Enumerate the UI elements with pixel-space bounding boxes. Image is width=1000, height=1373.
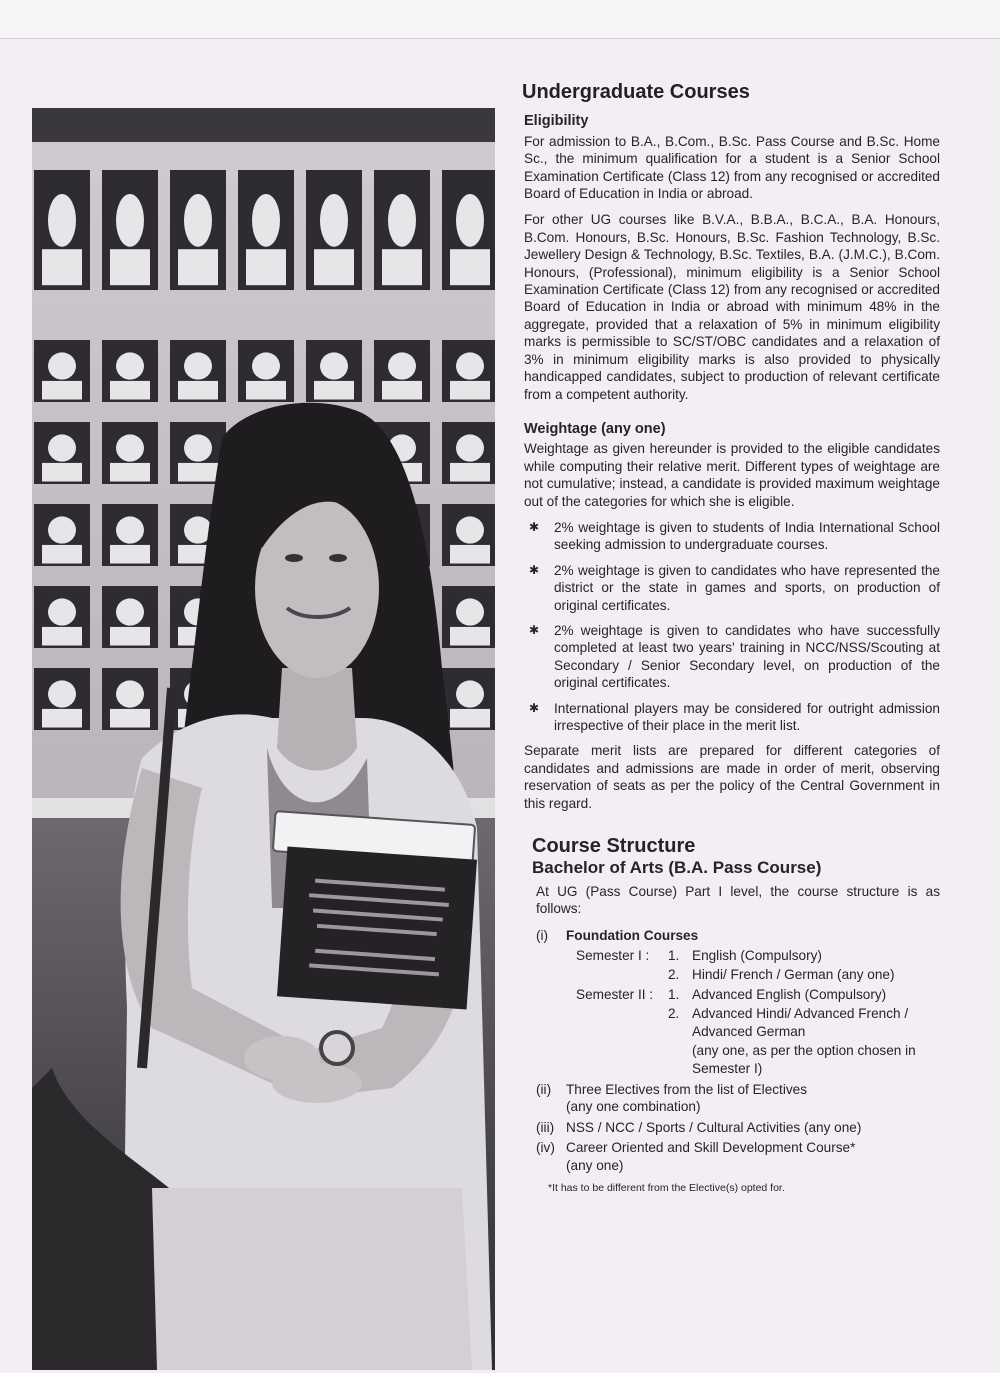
item-number: (iii) xyxy=(536,1119,555,1135)
semester-2-label: Semester II : xyxy=(576,986,654,1002)
course-structure-intro: At UG (Pass Course) Part I level, the course structure is as follows: xyxy=(536,883,940,917)
course-item-text: Career Oriented and Skill Development Course* xyxy=(566,1140,856,1156)
portrait-silhouette xyxy=(252,194,280,247)
course-item xyxy=(532,1139,940,1174)
weightage-item: ✱ 2% weightage is given to candidates who have successfully completed at least two years' training in NCC/NSS/Scouting at Secondary / Senior Secondary level, on production of the original certificates. xyxy=(520,622,940,692)
foundation-courses-label: Foundation Courses xyxy=(566,927,699,943)
portrait-shoulders xyxy=(110,463,150,482)
portrait-silhouette xyxy=(388,352,416,379)
portrait-shoulders xyxy=(110,627,150,646)
weightage-intro: Weightage as given hereunder is provided to the eligible candidates while computing their relative merit. Different types of weightage are not cumulative; instead, a candidate is provided maximum weightage out of the categories for which she is eligible. xyxy=(524,441,940,509)
portrait-shoulders xyxy=(450,463,490,482)
portrait-silhouette xyxy=(456,516,484,543)
course-item xyxy=(532,1081,940,1116)
portrait-silhouette xyxy=(116,598,144,625)
eligibility-heading: Eligibility xyxy=(524,113,589,130)
portrait-silhouette xyxy=(252,352,280,379)
semester-list xyxy=(576,947,940,1077)
portrait-shoulders xyxy=(450,381,490,400)
portrait-shoulders xyxy=(450,545,490,564)
portrait-silhouette xyxy=(456,680,484,707)
weightage-item: ✱ 2% weightage is given to students of India International School seeking admission to undergraduate courses. xyxy=(520,519,940,554)
portrait-silhouette xyxy=(48,434,76,461)
portrait-shoulders xyxy=(110,709,150,728)
portrait-silhouette xyxy=(48,352,76,379)
course-item-sub: (any one) xyxy=(566,1157,624,1173)
portrait-silhouette xyxy=(48,598,76,625)
portrait-shoulders xyxy=(382,249,422,285)
portrait-shoulders xyxy=(110,381,150,400)
footnote: *It has to be different from the Elective(s) opted for. xyxy=(548,1181,785,1194)
portrait-silhouette xyxy=(456,598,484,625)
student-photo xyxy=(32,108,495,1370)
portrait-shoulders xyxy=(450,709,490,728)
weightage-list xyxy=(520,519,940,734)
portrait-silhouette xyxy=(184,352,212,379)
course-item-text: NSS / NCC / Sports / Cultural Activities (any one) xyxy=(566,1119,862,1135)
portrait-silhouette xyxy=(116,194,144,247)
portrait-silhouette xyxy=(116,434,144,461)
portrait-shoulders xyxy=(42,249,82,285)
portrait-silhouette xyxy=(48,680,76,707)
item-number: (i) xyxy=(536,927,549,943)
portrait-shoulders xyxy=(110,545,150,564)
semester-row xyxy=(576,986,940,1003)
portrait-shoulders xyxy=(178,463,218,482)
course-name: Hindi/ French / German (any one) xyxy=(692,967,895,983)
course-number: 1. xyxy=(668,986,680,1002)
portrait-shoulders xyxy=(246,381,286,400)
course-name: English (Compulsory) xyxy=(692,948,822,964)
portrait-shoulders xyxy=(246,249,286,285)
portrait-silhouette xyxy=(388,194,416,247)
portrait-shoulders xyxy=(314,249,354,285)
semester-1-label: Semester I : xyxy=(576,948,650,964)
course-structure-title: Course Structure xyxy=(532,835,696,858)
course-item-text: Three Electives from the list of Electives xyxy=(566,1081,807,1097)
merit-list-paragraph: Separate merit lists are prepared for different categories of candidates and admissions are made in order of merit, observing reservation of seats as per the policy of the Central Government in this regard. xyxy=(524,743,940,811)
ba-pass-course-heading: Bachelor of Arts (B.A. Pass Course) xyxy=(532,858,822,878)
course-name: Advanced English (Compulsory) xyxy=(692,986,887,1002)
semester-row xyxy=(576,1042,940,1077)
item-number: (ii) xyxy=(536,1081,552,1097)
course-name: Advanced Hindi/ Advanced French / Advanced German xyxy=(692,1006,909,1039)
undergraduate-title: Undergraduate Courses xyxy=(522,81,750,103)
course-item-sub: (any one combination) xyxy=(566,1099,701,1115)
portrait-shoulders xyxy=(42,381,82,400)
portrait-shoulders xyxy=(314,381,354,400)
eligibility-paragraph-2: For other UG courses like B.V.A., B.B.A., B.C.A., B.A. Honours, B.Com. Honours, B.Sc. Honours, B.Sc. Fashion Technology, B.Sc. Jewellery Design & Technology, B.Sc. Textiles, B.A. (J.M.C.), B.Com. Honours, (Professional), minimum eligibility is a Senior School Examination Certificate (Class 12) from any recognised or accredited Board of Education in India or abroad with minimum 48% in the aggregate, provided that a relaxation of 5% in minimum eligibility marks is permissible to SC/ST/OBC candidates and a relaxation of 3% in minimum eligibility marks is also provided to physically handicapped candidates, subject to production of relevant certificate from a competent authority. xyxy=(524,212,940,402)
portrait-silhouette xyxy=(116,516,144,543)
weightage-heading: Weightage (any one) xyxy=(524,420,666,437)
semester-row xyxy=(576,966,940,983)
portrait-shoulders xyxy=(42,627,82,646)
portrait-silhouette xyxy=(48,516,76,543)
portrait-shoulders xyxy=(450,627,490,646)
weightage-item: ✱ International players may be considered for outright admission irrespective of their place in the merit list. xyxy=(520,700,940,735)
portrait-silhouette xyxy=(456,434,484,461)
course-item xyxy=(532,1119,940,1136)
scanned-page-edge xyxy=(0,0,1000,39)
portrait-silhouette xyxy=(456,352,484,379)
weightage-item: ✱ 2% weightage is given to candidates who have represented the district or the state in games and sports, on production of original certificates. xyxy=(520,562,940,614)
semester-2-note: (any one, as per the option chosen in Semester I) xyxy=(692,1043,916,1076)
portrait-shoulders xyxy=(110,249,150,285)
foundation-courses-row xyxy=(532,927,940,944)
portrait-shoulders xyxy=(42,545,82,564)
student-illustration xyxy=(32,108,495,1370)
semester-row xyxy=(576,1005,940,1040)
portrait-shoulders xyxy=(450,249,490,285)
portrait-shoulders xyxy=(42,463,82,482)
course-number: 2. xyxy=(668,1006,680,1022)
portrait-silhouette xyxy=(116,352,144,379)
portrait-shoulders xyxy=(382,381,422,400)
portrait-silhouette xyxy=(48,194,76,247)
semester-row xyxy=(576,947,940,964)
portrait-silhouette xyxy=(184,194,212,247)
portrait-shoulders xyxy=(42,709,82,728)
course-number: 1. xyxy=(668,948,680,964)
course-number: 2. xyxy=(668,967,680,983)
portrait-shoulders xyxy=(178,381,218,400)
portrait-silhouette xyxy=(320,194,348,247)
portrait-shoulders xyxy=(178,249,218,285)
eligibility-paragraph-1: For admission to B.A., B.Com., B.Sc. Pass Course and B.Sc. Home Sc., the minimum qualification for a student is a Senior School Examination Certificate (Class 12) from any recognised or accredited Board of Education in India or abroad. xyxy=(524,133,940,202)
portrait-silhouette xyxy=(456,194,484,247)
item-number: (iv) xyxy=(536,1140,555,1156)
portrait-silhouette xyxy=(116,680,144,707)
portrait-silhouette xyxy=(184,434,212,461)
portrait-silhouette xyxy=(320,352,348,379)
text-column xyxy=(520,81,940,1197)
